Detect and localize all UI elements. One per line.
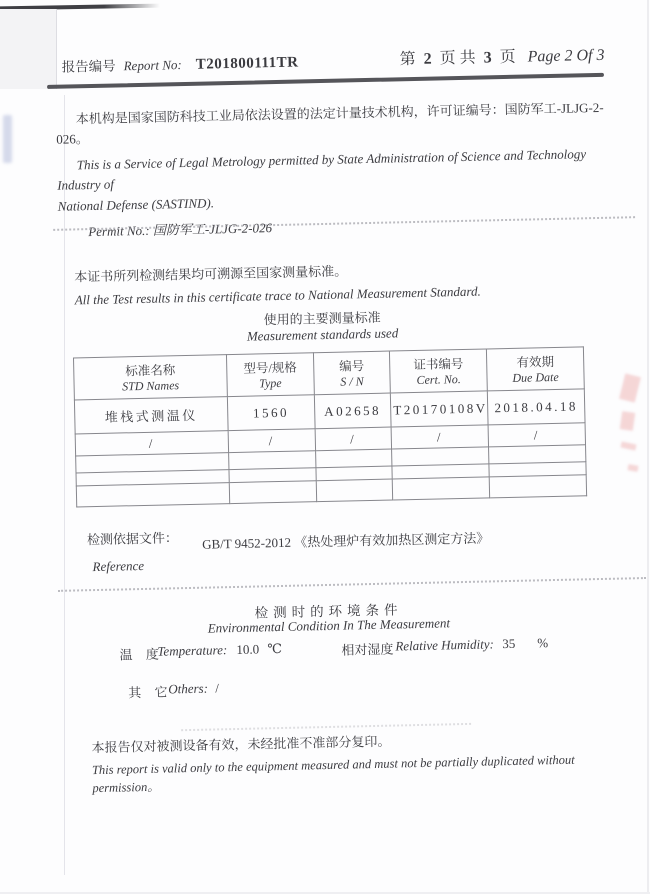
col-cert-no xyxy=(390,349,488,393)
pagination-en: Page 2 Of 3 xyxy=(527,46,605,66)
reference-label-zh: 检测依据文件： xyxy=(86,530,179,548)
trace-zh: 本证书所列检测结果均可溯源至国家测量标准。 xyxy=(74,263,348,285)
col-header-zh: 有效期 xyxy=(516,354,555,370)
pagination-text: 页 共 xyxy=(439,49,476,68)
page-number: 2 xyxy=(423,50,432,68)
environment-title-en: Environmental Condition In The Measurement xyxy=(207,615,451,636)
empty-cell xyxy=(229,481,316,504)
permit-label: Permit No.: xyxy=(88,222,150,239)
temperature-label-zh: 温 度 xyxy=(119,646,159,663)
reference-label-en: Reference xyxy=(92,557,145,575)
empty-cell xyxy=(76,483,229,507)
cell-type: 1560 xyxy=(227,395,314,431)
empty-cell xyxy=(316,479,393,502)
cell-serial: A02658 xyxy=(314,393,391,429)
trace-en: All the Test results in this certificate trace to National Measurement Standard. xyxy=(74,283,481,308)
col-header-zh: 证书编号 xyxy=(413,356,464,373)
intro-zh: 本机构是国家国防科技工业局依法设置的法定计量技术机构，许可证编号：国防军工-JLJG-2-026。 xyxy=(56,99,604,147)
standards-title-zh: 使用的主要测量标准 xyxy=(263,309,381,328)
empty-cell xyxy=(229,451,316,470)
report-header xyxy=(61,42,606,77)
permit-value: 国防军工-JLJG-2-026 xyxy=(152,219,273,238)
empty-cell xyxy=(489,445,586,464)
intro-en-line2: National Defense (SASTIND). xyxy=(57,194,215,214)
empty-cell xyxy=(392,447,489,466)
cell-cert-no: T20170108V xyxy=(391,391,489,427)
col-header-en: S / N xyxy=(340,374,364,389)
cell-std-name: / xyxy=(75,431,228,456)
intro-en-line1: This is a Service of Legal Metrology permitted by State Administration of Science and Technology Industry of xyxy=(57,146,587,194)
col-header-zh: 标准名称 xyxy=(125,363,176,379)
col-due-date xyxy=(486,347,584,391)
pagination-text: 页 xyxy=(499,48,516,67)
temperature-label-en: Temperature: xyxy=(157,642,228,659)
col-header-zh: 编号 xyxy=(339,359,365,374)
others-value: / xyxy=(215,680,220,696)
section-divider xyxy=(58,577,646,592)
page-total: 3 xyxy=(483,49,492,67)
cell-due-date: 2018.04.18 xyxy=(487,389,585,425)
empty-cell xyxy=(392,477,489,500)
col-header-en: Due Date xyxy=(512,369,559,385)
col-std-names xyxy=(73,355,227,400)
environment-title-zh: 检测时的环境条件 xyxy=(254,602,403,621)
section-divider-faint xyxy=(181,723,471,731)
cell-std-name: 堆栈式测温仪 xyxy=(74,397,228,434)
pagination xyxy=(397,42,606,70)
col-type xyxy=(226,353,314,397)
col-header-zh: 型号/规格 xyxy=(243,360,297,376)
report-no-label-zh: 报告编号 xyxy=(61,58,116,75)
col-header-en: STD Names xyxy=(121,378,180,394)
col-serial xyxy=(313,351,390,395)
standards-table xyxy=(73,346,587,507)
validity-statement-zh: 本报告仅对被测设备有效，未经批准不准部分复印。 xyxy=(91,733,391,756)
reference-value: GB/T 9452-2012 《热处理炉有效加热区测定方法》 xyxy=(201,530,490,552)
standards-title-en: Measurement standards used xyxy=(246,325,399,344)
cell-cert-no: / xyxy=(391,425,488,449)
cell-due-date: / xyxy=(488,423,585,447)
validity-statement-en: This report is valid only to the equipment measured and must not be partially duplicated without permission。 xyxy=(91,752,575,796)
empty-cell xyxy=(489,475,586,498)
report-no-value: T201800111TR xyxy=(195,54,299,73)
temperature-value: 10.0 xyxy=(236,641,260,657)
humidity-label-en: Relative Humidity: xyxy=(395,636,495,654)
col-header-en: Cert. No. xyxy=(416,372,461,387)
report-no-label-en: Report No: xyxy=(123,57,182,74)
report-number-group xyxy=(61,50,298,76)
cell-serial: / xyxy=(315,427,392,451)
temperature-unit: ℃ xyxy=(267,640,283,657)
humidity-label-zh: 相对湿度 xyxy=(341,641,394,658)
humidity-value: 35 xyxy=(502,635,516,652)
others-label-en: Others: xyxy=(168,680,209,697)
pagination-text: 第 xyxy=(399,50,416,69)
intro-section xyxy=(56,98,611,243)
col-header-en: Type xyxy=(259,375,282,391)
environment-others-row xyxy=(5,671,650,705)
humidity-unit: % xyxy=(537,635,549,651)
others-label-zh: 其 它 xyxy=(128,684,168,701)
empty-cell xyxy=(315,449,392,468)
cell-type: / xyxy=(228,429,315,453)
header-rule xyxy=(47,73,604,89)
